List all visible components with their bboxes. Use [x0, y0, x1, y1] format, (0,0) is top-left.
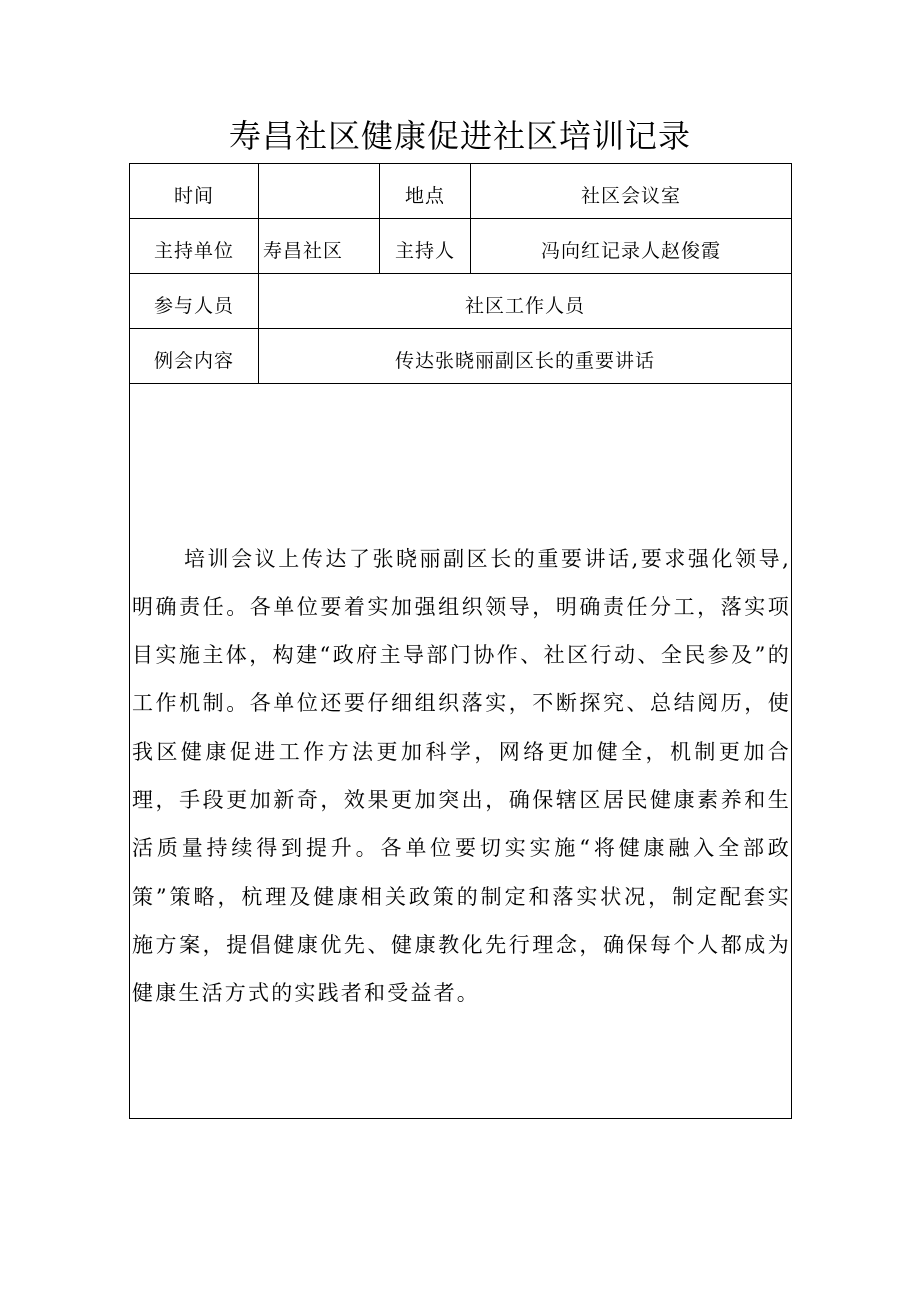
host-label: 主持人 [380, 219, 471, 274]
content-value: 传达张晓丽副区长的重要讲话 [259, 329, 792, 384]
body-paragraph: 培训会议上传达了张晓丽副区长的重要讲话,要求强化领导,明确责任。各单位要着实加强组织领导，明确责任分工，落实项目实施主体，构建“政府主导部门协作、社区行动、全民参及”的工作机制。各单位还要仔细组织落实，不断探究、总结阅历，使我区健康促进工作方法更加科学，网络更加健全，机制更加合理，手段更加新奇，效果更加突出，确保辖区居民健康素养和生活质量持续得到提升。各单位要切实实施“将健康融入全部政策”策略，杭理及健康相关政策的制定和落实状况，制定配套实施方案，提倡健康优先、健康教化先行理念，确保每个人都成为健康生活方式的实践者和受益者。 [132, 546, 791, 1006]
place-label: 地点 [380, 164, 471, 219]
record-table [129, 163, 792, 1119]
document-title: 寿昌社区健康促进社区培训记录 [228, 117, 691, 155]
host-unit-value: 寿昌社区 [259, 219, 380, 274]
place-value: 社区会议室 [471, 164, 792, 219]
host-unit-label: 主持单位 [130, 219, 259, 274]
time-label: 时间 [130, 164, 259, 219]
row-time-place [130, 164, 792, 219]
row-host [130, 219, 792, 274]
row-content [130, 329, 792, 384]
content-label: 例会内容 [130, 329, 259, 384]
body-cell [130, 384, 792, 1119]
host-value: 冯向红记录人赵俊霞 [471, 219, 792, 274]
participants-value: 社区工作人员 [259, 274, 792, 329]
time-value [259, 164, 380, 219]
participants-label: 参与人员 [130, 274, 259, 329]
row-body [130, 384, 792, 1119]
row-participants [130, 274, 792, 329]
